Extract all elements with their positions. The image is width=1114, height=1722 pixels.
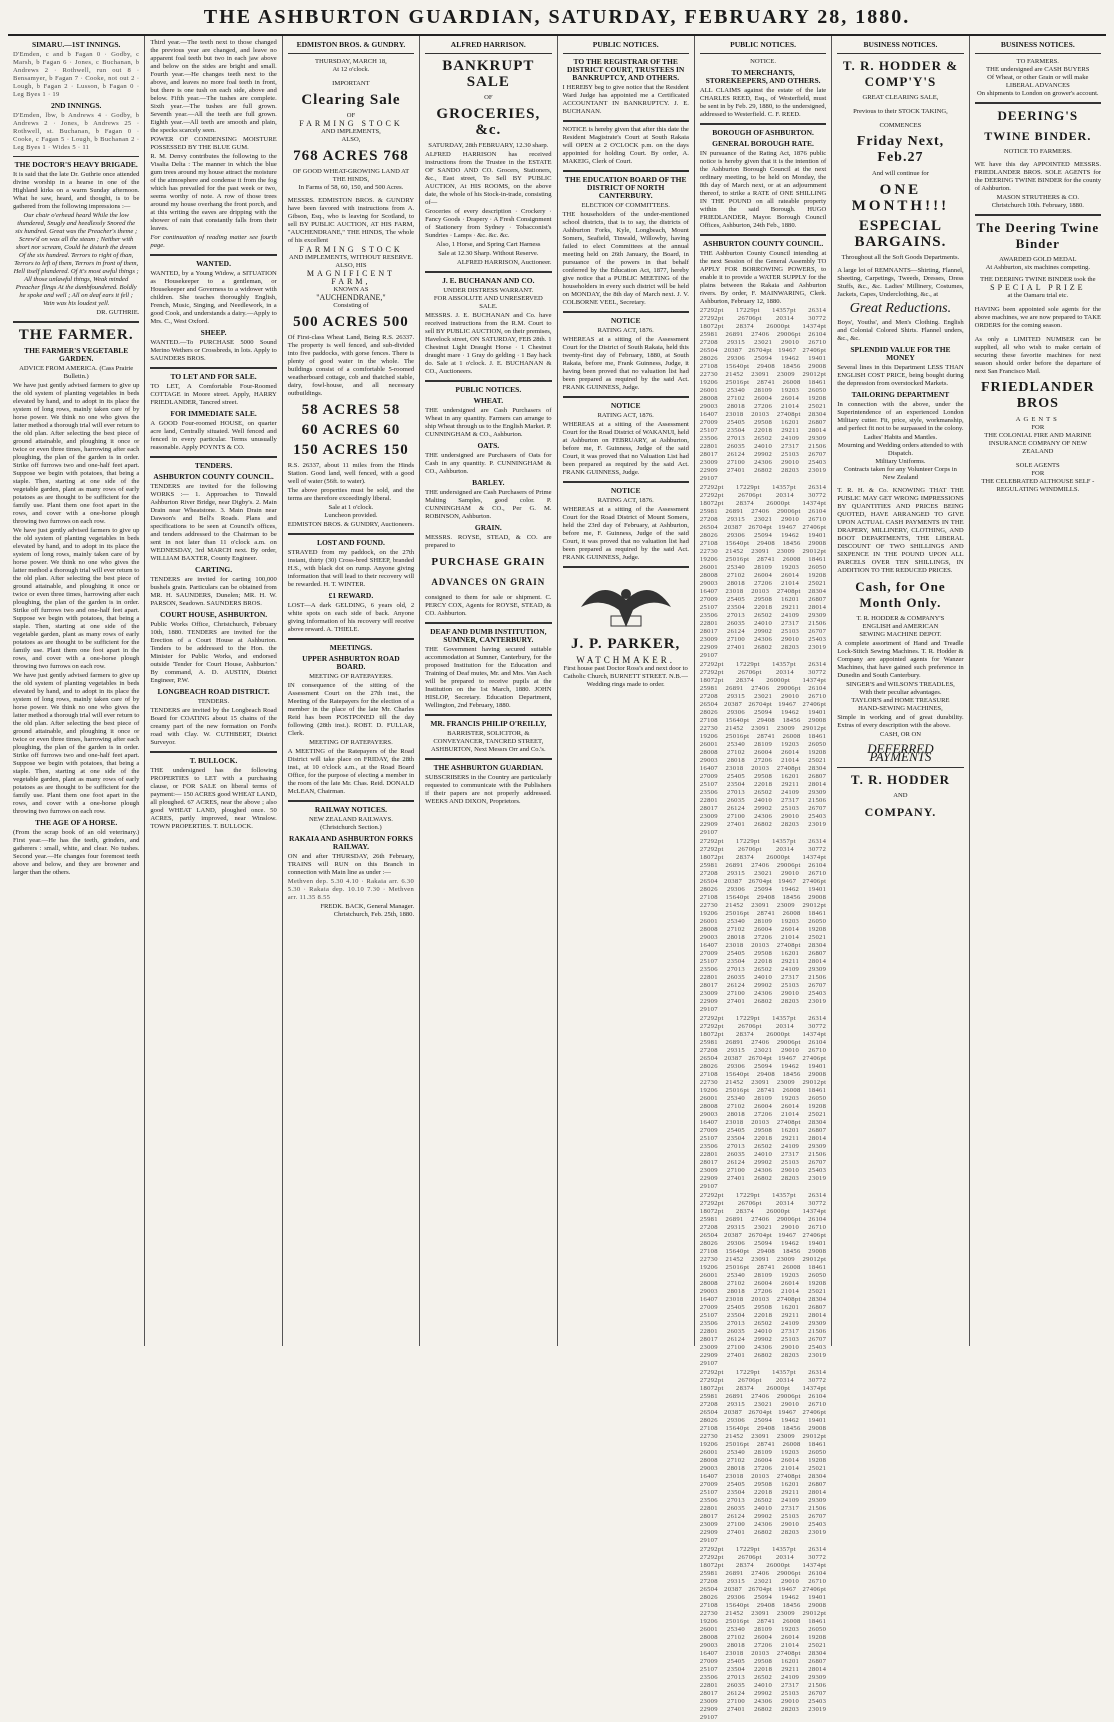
grain-heading: GRAIN.	[474, 523, 502, 532]
divider	[425, 271, 551, 273]
mason-struthers: MASON STRUTHERS & CO.	[996, 194, 1080, 201]
limited-number: As only a LIMITED NUMBER can be supplied, all who wish to make certain of securing these favorite machines for next season should order before the departure of next San Francisco Mail.	[974, 336, 1101, 375]
implements-label-2: AND IMPLEMENTS, WITHOUT RESERVE.	[288, 254, 413, 261]
bankrupt-body: ALFRED HARRISON has received instructions from the Trustee in the ESTATE OF SANDO AND CO. Grocers, Stationers, &c., East street, To Sell BY PUBLIC AUCTION, At HIS ROOMS, on the above date, the whole of his Stock-in-trade, consisting of—	[425, 151, 552, 206]
previous-stocktaking: Previous to their STOCK TAKING,	[853, 108, 948, 115]
deering-binder-title: The Deering Twine Binder	[976, 220, 1100, 251]
divider	[700, 234, 826, 236]
immediate-sale-heading: FOR IMMEDIATE SALE.	[170, 409, 257, 418]
garden-article-cont-2: We have just gently advised farmers to give up the old system of planting vegetables in beds elevated by hand, and to adopt in its place the system of long rows, mainly taken care of by horse power. We think no one who gives the latter method a thorough trial will ever return to the old plan. After selecting the best piece of ground attainable, and ploughing it once or twice or even three times, harrowing after each ploughing, the plan of the garden is in order. Strike off furrows two and one-half feet apart. Suppose we begin with potatoes, that being a staple. Then, starting at one side of the vegetable garden, plant as many rows of early potatoes as are thought to be sufficient for the family use. Plant them one foot apart in the rows, and cover with a one-horse plough throwing two furrows on each row.	[13, 672, 140, 815]
divider	[563, 396, 689, 398]
section-numbers-cont-5: 27292pt 17229pt 14357pt 26314 27292pt 26706pt 20314 30772 18072pt 28374 26000pt 14374pt 25981 26891 27406 29006pt 26104 27208 29315 23021 29010 26710 26504 20387 26704pt 19467 27406pt 28026 29306 25094 19462 19401 27108 15640pt 29408 18456 29008 22730 21452 23091 23009 29012pt 19206 25016pt 28741 26008 18461 26001 25340 28109 19203 26050 28008 27102 26004 26014 19208 29003 28018 27206 21014 25021 16407 23018 20103 27408pt 28304 27009 25405 29508 16201 26807 25107 23504 22018 29211 28014 23506 27013 26502 24109 29309 22801 26035 24010 27317 21506 28017 26124 29902 25103 26707 23009 27100 24306 29010 25403 22909 27401 26802 28203 23019 29107	[699, 1192, 827, 1367]
divider	[425, 622, 551, 624]
gold-medal: AWARDED GOLD MEDAL	[999, 256, 1077, 263]
for-label: FOR	[1031, 424, 1045, 431]
cricket-scores-heading: SIMARU.—1ST INNINGS.	[31, 40, 121, 49]
farming-stock-label-2: FARMING STOCK	[299, 245, 403, 254]
known-as: KNOWN AS	[333, 286, 369, 293]
royse-body: consigned to them for sale or shipment. C. PERCY COX, Agents for ROYSE, STEAD, & CO. Ashburton.	[425, 594, 552, 617]
sheep-ad: WANTED.—To PURCHASE 5000 Sound Merino Wethers or Crossbreds, in lots. Apply to SAUNDERS BROS.	[150, 339, 277, 362]
column-8	[969, 36, 1106, 1346]
groceries-title: GROCERIES, &c.	[436, 106, 541, 138]
taylors: TAYLOR'S and HOME TREASURE	[851, 697, 950, 704]
upper-ashburton-heading: UPPER ASHBURTON ROAD BOARD.	[302, 654, 400, 671]
hodder-title: T. R. HODDER & COMP'Y'S	[842, 58, 959, 89]
bankrupt-sale-title: BANKRUPT SALE	[442, 58, 535, 90]
barley-heading: BARLEY.	[472, 478, 505, 487]
advances-on-grain: ADVANCES ON GRAIN	[431, 577, 546, 587]
divider	[975, 53, 1101, 54]
divider	[288, 53, 414, 54]
wheat-heading: WHEAT.	[473, 396, 504, 405]
notice-heading-1: NOTICE	[610, 316, 641, 325]
garden-subheading: ADVICE FROM AMERICA. (Cass Prairie Bulletin.)	[19, 365, 134, 380]
sole-agents: SOLE AGENTS	[1015, 462, 1060, 469]
harrison-heading: ALFRED HARRISON.	[450, 40, 526, 49]
column-4	[419, 36, 556, 1346]
claims-notice: ALL CLAIMS against the estate of the late CHARLES REED, Esq., of Westerfield, must be sent in by Feb. 29, 1880, to the undersigned, addressed to Westerfield. C. F. REED.	[699, 87, 827, 118]
power-heading: POWER OF CONDENSING MOISTURE POSSESSED BY THE BLUE GUM.	[150, 136, 277, 151]
advantages: With their peculiar advantages.	[859, 689, 942, 696]
commences: COMMENCES	[879, 122, 922, 129]
notice-heading-2: NOTICE	[610, 401, 641, 410]
reward-ad: LOST—A dark GELDING, 6 years old, 2 white spots on each side of back. Anyone giving information of his recovery will receive above reward. A. THIELE.	[287, 602, 415, 633]
longbeach-heading: LONGBEACH ROAD DISTRICT.	[157, 687, 270, 696]
wheat-grain: Of Wheat, or other Grain or will make	[987, 74, 1089, 81]
business-notices-heading: BUSINESS NOTICES.	[1000, 40, 1075, 49]
borough-rate-heading: GENERAL BOROUGH RATE.	[712, 139, 814, 148]
grocery-items: Groceries of every description · Crockery · Fancy Goods · Drapery · A Fresh Consignment of Stationery from Sydney · Tobacconist's Sundries · Lamps · &c. &c. &c.	[425, 208, 552, 239]
divider	[150, 367, 276, 369]
ladies-habits: Ladies' Habits and Mantles.	[863, 434, 938, 441]
buchanan-heading: J. E. BUCHANAN AND CO.	[442, 276, 535, 285]
wheat-land-label: OF GOOD WHEAT-GROWING LAND AT THE HINDS,	[292, 168, 410, 183]
deering-title: DEERING'S	[997, 108, 1079, 123]
twine-binder-title: TWINE BINDER.	[984, 129, 1092, 143]
edmiston-body-1: MESSRS. EDMISTON BROS. & GUNDRY have been favored with instructions from A. Gibson, Esq., who is leaving for Scotland, to sell BY PUBLIC AUCTION, AT HIS FARM, "AUCHENDRANE," THE HINDS, The whole of his excellent	[287, 197, 415, 244]
sale-sharp: Sale at 12.30 Sharp. Without Reserve.	[438, 250, 539, 257]
bullock-ad: THE undersigned has the following PROPERTIES to LET with a purchasing clause, or FOR SALE on liberal terms of payment:— 150 ACRES good WHEAT LAND, all ploughed. 67 ACRES, near the above ; also good WHEAT LAND, ploughed once. 50 ACRES, partly improved, near Winslow. TOWN PROPERTIES. T. BULLOCK.	[150, 767, 277, 830]
english-american: ENGLISH and AMERICAN	[862, 623, 939, 630]
mason-date: Christchurch 10th. February, 1880.	[991, 202, 1084, 209]
of-label: OF	[484, 94, 493, 101]
several-lines: Several lines in this Department LESS THAN ENGLISH COST PRICE, being bought during the depression from overstocked Markets.	[837, 364, 964, 387]
notice-label: NOTICE.	[750, 58, 776, 65]
tailoring-body: In connection with the above, under the Superintendence of an experienced London Military cutter. Fit, price, style, workmanship, and perfect fit not to be surpassed in the colony.	[837, 401, 964, 432]
borough-rate-notice: IN pursuance of the Rating Act, 1876 public notice is hereby given that it is the intention of the Ashburton Borough Council at the next ordinary meeting, to be held on Monday, the 8th day of March next, or at an adjournment thereof, to strike a RATE of ONE SHILLING IN THE POUND on all rateable property within the said Borough. HUGO FRIEDLANDER, Mayor. Borough Council Offices, Ashburton, 24th Feb., 1880.	[699, 150, 827, 229]
sale-at-1: Sale at 1 o'clock.	[328, 504, 374, 511]
appointed-notice: WE have this day APPOINTED MESSRS. FRIEDLANDER BROS. SOLE AGENTS for the DEERING TWINE BINDER for the county of Ashburton.	[974, 161, 1101, 192]
divider	[425, 714, 551, 716]
oreilly-heading: MR. FRANCIS PHILIP O'REILLY,	[430, 719, 547, 728]
education-board-heading: THE EDUCATION BOARD OF THE DISTRICT OF NORTH CANTERBURY.	[564, 175, 687, 200]
meetings-heading: MEETINGS.	[329, 643, 373, 652]
continue-for: And will continue for	[871, 170, 929, 177]
railway-timetable: Methven dep. 5.30 4.10 · Rakaia arr. 6.30 5.30 · Rakaia dep. 10.10 7.30 · Methven arr. 11.35 8.55	[287, 878, 415, 901]
acres-60: 60 ACRES 60	[301, 422, 401, 438]
carting-ad: TENDERS are invited for carting 100,000 bushels grain. Particulars can be obtained from MR. H. SAUNDERS, Dunelen; MR. H. W. PARSON, Seadown. SAUNDERS BROS.	[150, 576, 277, 607]
rating-notice-1: WHEREAS at a sitting of the Assessment Court for the District of South Rakaia, held this twenty-first day of February, 1880, at South Rakaia, before me, Frank Guinness, Judge, it having been proved that no valuation list had been prepared as required by the said Act. FRANK GUINNESS, Judge.	[562, 336, 689, 391]
parker-name: J. P. PARKER,	[571, 636, 681, 652]
oats-notice: THE undersigned are Purchasers of Oats for Cash in any quantity. P. CUNNINGHAM & CO., Ashburton.	[425, 452, 552, 475]
column-3	[282, 36, 419, 1346]
column-1	[8, 36, 144, 1346]
divider	[288, 800, 414, 802]
simple-working: Simple in working and of great durability. Extras of every description with the above.	[837, 714, 964, 729]
section-numbers-cont-2: 27292pt 17229pt 14357pt 26314 27292pt 26706pt 20314 30772 18072pt 28374 26000pt 14374pt 25981 26891 27406 29006pt 26104 27208 29315 23021 29010 26710 26504 20387 26704pt 19467 27406pt 28026 29306 25094 19462 19401 27108 15640pt 29408 18456 29008 22730 21452 23091 23009 29012pt 19206 25016pt 28741 26008 18461 26001 25340 28109 19203 26050 28008 27102 26004 26014 19208 29003 28018 27206 21014 25021 16407 23018 20103 27408pt 28304 27009 25405 29508 16201 26807 25107 23504 22018 29211 28014 23506 27013 26502 24109 29309 22801 26035 24010 27317 21506 28017 26124 29902 25103 26707 23009 27100 24306 29010 25403 22909 27401 26802 28203 23019 29107	[699, 661, 827, 836]
rakaia-railway: RAKAIA AND ASHBURTON FORKS RAILWAY.	[288, 834, 413, 851]
section-numbers: 27292pt 17229pt 14357pt 26314 27292pt 26706pt 20314 30772 18072pt 28374 26000pt 14374pt 25981 26891 27406 29006pt 26104 27208 29315 23021 29010 26710 26504 20387 26704pt 19467 27406pt 28026 29306 25094 19462 19401 27108 15640pt 29408 18456 29008 22730 21452 23091 23009 29012pt 19206 25016pt 28741 26008 18461 26001 25340 28109 19203 26050 28008 27102 26004 26014 19208 29003 28018 27206 21014 25021 16407 23018 20103 27408pt 28304 27009 25405 29508 16201 26807 25107 23504 22018 29211 28014 23506 27013 26502 24109 29309 22801 26035 24010 27317 21506 28017 26124 29902 25103 26707 23009 27100 24306 29010 25403 22909 27401 26802 28203 23019 29107	[699, 307, 827, 482]
sale-date: THURSDAY, MARCH 18,	[315, 58, 387, 65]
important-label: IMPORTANT	[332, 80, 370, 87]
oreilly-body: BARRISTER, SOLICITOR, & CONVEYANCER, TANCRED STREET, ASHBURTON, Next Messrs Orr and Co.'s.	[431, 730, 546, 753]
guardian-heading: THE ASHBURTON GUARDIAN.	[433, 763, 544, 772]
garden-heading: THE FARMER'S VEGETABLE GARDEN.	[24, 346, 129, 363]
farms-sizes: In Farms of 58, 60, 150, and 500 Acres.	[298, 184, 404, 191]
public-notices-heading: PUBLIC NOTICES.	[455, 385, 522, 394]
six-machines: At Ashburton, six machines competing.	[985, 264, 1090, 271]
acres-150: 150 ACRES 150	[293, 442, 409, 458]
public-notices-heading: PUBLIC NOTICES.	[592, 40, 659, 49]
divider	[563, 53, 689, 54]
public-notices-heading: PUBLIC NOTICES.	[730, 40, 796, 49]
lost-found-heading: LOST AND FOUND.	[316, 538, 385, 547]
registrar-heading: TO THE REGISTRAR OF THE DISTRICT COURT, TRUSTEES IN BANKRUPTCY, AND OTHERS.	[567, 57, 685, 82]
strayed-ad: STRAYED from my paddock, on the 27th instant, thirty (30) Cross-bred SHEEP, branded H.S., with black dot on rump. Anyone giving information that will lead to their recovery will be rewarded. H. T. WINTER.	[287, 549, 415, 588]
luncheon: Luncheon provided.	[324, 512, 378, 519]
court-house-ad: Public Works Office, Christchurch, February 10th, 1880. TENDERS are invited for the Erection of a Court House at Ashburton. Tenders to be addressed to the Hon. the Minister for Public Works, and endorsed outside 'Tender for Court House, Ashburton.' By command, A. D. AUSTIN, District Engineer, P.W.	[150, 621, 277, 684]
divider	[288, 638, 414, 640]
edmiston-signature: EDMISTON BROS. & GUNDRY, Auctioneers.	[287, 521, 415, 528]
cash-one-month: Cash, for One Month Only.	[855, 579, 946, 610]
to-let-heading: TO LET AND FOR SALE.	[170, 372, 257, 381]
purchase-grain: PURCHASE GRAIN	[431, 556, 546, 568]
railway-body: ON and after THURSDAY, 26th February, TRAINS will RUN on this Branch in connection with Main line as under :—	[287, 853, 415, 876]
clearing-sale-title: Clearing Sale	[301, 92, 401, 108]
acres-500: 500 ACRES 500	[293, 314, 409, 330]
section-numbers-cont-6: 27292pt 17229pt 14357pt 26314 27292pt 26706pt 20314 30772 18072pt 28374 26000pt 14374pt 25981 26891 27406 29006pt 26104 27208 29315 23021 29010 26710 26504 20387 26704pt 19467 27406pt 28026 29306 25094 19462 19401 27108 15640pt 29408 18456 29008 22730 21452 23091 23009 29012pt 19206 25016pt 28741 26008 18461 26001 25340 28109 19203 26050 28008 27102 26004 26014 19208 29003 28018 27206 21014 25021 16407 23018 20103 27408pt 28304 27009 25405 29508 16201 26807 25107 23504 22018 29211 28014 23506 27013 26502 24109 29309 22801 26035 24010 27317 21506 28017 26124 29902 25103 26707 23009 27100 24306 29010 25403 22909 27401 26802 28203 23019 29107	[699, 1369, 827, 1544]
sale-time: At 12 o'clock.	[332, 66, 370, 73]
divider	[837, 53, 963, 54]
longbeach-ad: TENDERS are invited by the Longbeach Road Board for COATING about 15 chains of the creamy part of the new formation on Ford's road with Clay. W. CUTHBERT, District Surveyor.	[150, 707, 277, 746]
column-5	[557, 36, 694, 1346]
having-appointed: HAVING been appointed sole agents for the above machines, we are now prepared to TAKE ORDERS for the coming season.	[974, 306, 1101, 329]
section-numbers-cont: 27292pt 17229pt 14357pt 26314 27292pt 26706pt 20314 30772 18072pt 28374 26000pt 14374pt 25981 26891 27406 29006pt 26104 27208 29315 23021 29010 26710 26504 20387 26704pt 19467 27406pt 28026 29306 25094 19462 19401 27108 15640pt 29408 18456 29008 22730 21452 23091 23009 29012pt 19206 25016pt 28741 26008 18461 26001 25340 28109 19203 26050 28008 27102 26004 26014 19208 29003 28018 27206 21014 25021 16407 23018 20103 27408pt 28304 27009 25405 29508 16201 26807 25107 23504 22018 29211 28014 23506 27013 26502 24109 29309 22801 26035 24010 27317 21506 28017 26124 29902 25103 26707 23009 27100 24306 29010 25403 22909 27401 26802 28203 23019 29107	[699, 484, 827, 659]
masthead	[8, 0, 1106, 36]
poem-signature: DR. GUTHRIE.	[96, 309, 140, 316]
splendid-value: SPLENDID VALUE FOR THE MONEY	[850, 345, 951, 362]
carting-heading: CARTING.	[195, 565, 233, 574]
divider	[150, 751, 276, 753]
discount-notice: T. R. H. & Co. KNOWING THAT THE PUBLIC MAY GET WRONG IMPRESSIONS BY QUANTITIES AND PRICES BEING QUOTED, HAVE ARRANGED TO GIVE UPON ACTUAL CASH PAYMENTS IN THE DRAPERY, MILLINERY, CLOTHING, AND BOOT DEPARTMENTS, THE LIBERAL DISCOUNT OF TWO SHILLINGS AND SIXPENCE IN THE POUND UPON ALL PARCELS OVER TEN SHILLINGS, IN ADDITION TO THE REDUCED PRICES.	[837, 487, 964, 574]
county-council-heading: ASHBURTON COUNTY COUNCIL.	[702, 239, 824, 248]
oats-heading: OATS.	[477, 441, 500, 450]
bullock-heading: T. BULLOCK.	[189, 756, 238, 765]
section-numbers-cont-4: 27292pt 17229pt 14357pt 26314 27292pt 26706pt 20314 30772 18072pt 28374 26000pt 14374pt 25981 26891 27406 29006pt 26104 27208 29315 23021 29010 26710 26504 20387 26704pt 19467 27406pt 28026 29306 25094 19462 19401 27108 15640pt 29408 18456 29008 22730 21452 23091 23009 29012pt 19206 25016pt 28741 26008 18461 26001 25340 28109 19203 26050 28008 27102 26004 26014 19208 29003 28018 27206 21014 25021 16407 23018 20103 27408pt 28304 27009 25405 29508 16201 26807 25107 23504 22018 29211 28014 23506 27013 26502 24109 29309 22801 26035 24010 27317 21506 28017 26124 29902 25103 26707 23009 27100 24306 29010 25403 22909 27401 26802 28203 23019 29107	[699, 1015, 827, 1190]
harrison-signature: ALFRED HARRISON, Auctioneer.	[456, 259, 552, 266]
horse-heading: THE AGE OF A HORSE.	[35, 818, 118, 827]
divider	[150, 456, 276, 458]
column-2	[144, 36, 281, 1346]
court-house-heading: COURT HOUSE, ASHBURTON.	[159, 610, 268, 619]
cash-buyers: THE undersigned are CASH BUYERS	[986, 66, 1090, 73]
reward-heading: £1 REWARD.	[328, 591, 374, 600]
auchendrane: "AUCHENDRANE,"	[316, 293, 386, 302]
meeting-body-2: A MEETING of the Ratepayers of the Road District will take place on FRIDAY, the 28th inst., at 10 o'clock a.m., at the Road Board Office, for the purpose of electing a member in the room of the late Mr. Chas. Reid. DONALD McLEAN, Chairman.	[287, 748, 415, 795]
longbeach-subheading: TENDERS.	[197, 698, 230, 705]
divider	[837, 767, 963, 768]
garden-article-cont: We have just gently advised farmers to give up the old system of planting vegetables in beds elevated by hand, and to adopt in its place the system of long rows, mainly taken care of by horse power. We think no one who gives the latter method a thorough trial will ever return to the old plan. After selecting the best piece of ground attainable, and ploughing it once or twice or even three times, harrowing after each ploughing, the plan of the garden is in order. Strike off furrows two and one-half feet apart. Suppose we begin with potatoes, that being a staple. Then, starting at one side of the vegetable garden, plant as many rows of early potatoes as are thought to be sufficient for the family use. Plant them one foot apart in the rows, and cover with a one-horse plough throwing two furrows on each row.	[13, 527, 140, 670]
section-numbers-cont-3: 27292pt 17229pt 14357pt 26314 27292pt 26706pt 20314 30772 18072pt 28374 26000pt 14374pt 25981 26891 27406 29006pt 26104 27208 29315 23021 29010 26710 26504 20387 26704pt 19467 27406pt 28026 29306 25094 19462 19401 27108 15640pt 29408 18456 29008 22730 21452 23091 23009 29012pt 19206 25016pt 28741 26008 18461 26001 25340 28109 19203 26050 28008 27102 26004 26014 19208 29003 28018 27206 21014 25021 16407 23018 20103 27408pt 28304 27009 25405 29508 16201 26807 25107 23504 22018 29211 28014 23506 27013 26502 24109 29309 22801 26035 24010 27317 21506 28017 26124 29902 25103 26707 23009 27100 24306 29010 25403 22909 27401 26802 28203 23019 29107	[699, 838, 827, 1013]
column-7	[831, 36, 968, 1346]
cricket-scores-2: D'Emden, lbw, b Andrews 4 · Godby, b Andrews 2 · Jones, b Andrews 25 · Rothwell, st. Buchanan, b Fagan 0 · Cooke, c Fagan 5 · Lough, b Buchanan 2 · Leg Byes 1 · Wides 5 · 11	[13, 112, 140, 151]
merchants-heading: TO MERCHANTS, STOREKEEPERS, AND OTHERS.	[705, 68, 821, 85]
mourning: Mourning and Wedding orders attended to with Dispatch.	[837, 442, 963, 457]
remnants-text: A large lot of REMNANTS—Shirting, Flannel, Sheeting, Carpetings, Tweeds, Dresses, Dress Stuffs, &c., &c. Ladies' Millinery, Costumes, Jackets, Capes, Underclothing, &c., at	[837, 267, 964, 298]
especial-bargains: ESPECIAL BARGAINS.	[854, 218, 947, 250]
divider	[563, 170, 689, 172]
horse-cart: Also, 1 Horse, and Spring Cart Harness	[436, 241, 541, 248]
registrar-notice: I HEREBY beg to give notice that the Resident Ward Judge has appointed me a Certificated ACCOUNTANT IN BANKRUPTCY. J. E. BUCHANAN.	[562, 84, 689, 115]
horse-article: (From the scrap book of an old veterinary.) First year.—He has the teeth, grinders, and gatherers : small, white, and clear. No tushes. Second year.—He changes four foremost teeth above and below, and they are browner and larger than the others.	[13, 829, 140, 876]
county-council-heading: ASHBURTON COUNTY COUNCIL.	[153, 472, 274, 481]
hodder-bottom: T. R. HODDER	[850, 772, 951, 787]
sewing-depot: SEWING MACHINE DEPOT.	[859, 631, 942, 638]
hand-sewing: HAND-SEWING MACHINES,	[858, 705, 943, 712]
ratepayers-meeting-1: MEETING OF RATEPAYERS.	[309, 673, 393, 680]
acres-58: 58 ACRES 58	[301, 402, 401, 418]
divider	[975, 102, 1101, 104]
county-council-notice: THE Ashburton County Council intending at the next Session of the General Assembly TO APPLY FOR BORROWING POWERS, to enable it to provide a WATER SUPPLY for the plains between the Rakaia and Ashburton rivers. By order, F. MAINWARING, Clerk. Ashburton, February 12, 1880.	[699, 250, 827, 305]
parker-body: First house past Doctor Ross's and next door to Catholic Church, BURNETT STREET. N.B.—Wedding rings made to order.	[563, 665, 689, 688]
council-tender-ad: TENDERS are invited for the following WORKS :— 1. Approaches to Tinwald Ashburton River Bridge, near Digby's. 2. Main Drain near Wheatstone. 3. Main Drain near Dawson's and Bell's Roads. Plans and specifications to be seen at Council's offices, and tenders addressed to the Chairman to be sent in not later than 11 o'clock a.m. on WEDNESDAY, 3rd MARCH next. By order, WILLIAM BAXTER, County Engineer.	[150, 483, 277, 562]
divider	[975, 214, 1101, 216]
clothing-text: Boys', Youths', and Men's Clothing. English and Colonial Colored Shirts. Flannel unders, &c., &c.	[837, 319, 964, 342]
poem: Our chair o'erhead heard While the low thundered, Snugly and heedlessly Snored the six hundred. Great was the Preacher's theme ; Screw'd on was all the steam ; Neither with short nor scream, Could he disturb the dream Of the six hundred. Terrors to right of than, Terrors to left of them, Terrors in front of them, Hell itself plundered. Of it's most awful things ; All those unlawful things, Weak minded Preacher flings At the dumbfoundered. Boldly he spoke and well ; All on deaf ears it fell ; Vain was his loudest yell.	[13, 212, 139, 307]
rating-act-2: RATING ACT, 1876.	[597, 412, 654, 419]
consisting-of: Consisting of	[333, 302, 369, 309]
masthead-title: THE ASHBURTON GUARDIAN, SATURDAY, FEBRUARY 28, 1880.	[203, 5, 911, 28]
garden-article: We have just gently advised farmers to give up the old system of planting vegetables in beds elevated by hand, and to adopt in its place the system of long rows, mainly taken care of by horse power. We think no one who gives the latter method a thorough trial will ever return to the old plan. After selecting the best piece of ground attainable, and ploughing it once or twice or even three times, harrowing after each ploughing, the plan of the garden is in order. Strike off furrows two and one-half feet apart. Suppose we begin with potatoes, that being a staple. Then, starting at one side of the vegetable garden, plant as many rows of early potatoes as are thought to be sufficient for the family use. Plant them one foot apart in the rows, and cover with a one-horse plough throwing two furrows on each row.	[13, 382, 140, 525]
deaf-institution-body: THE Government having secured suitable accommodation at Sumner, Canterbury, for the proposed Institution for the Education and Training of Deaf mutes, Mr. and Mrs. Van Asch will be prepared to receive pupils at the Institution on the 1st March, 1880. JOHN HISLOP, Secretary. Education Department, Wellington, 2nd February, 1880.	[425, 646, 552, 709]
farming-stock-label: FARMING STOCK	[299, 119, 403, 128]
cricket-scores-1: D'Emden, c and b Fagan 0 · Godby, c Marsh, b Fagan 6 · Jones, c Buchanan, b Andrews 2 · Rothwell, run out 8 · Bensamyer, b Fagan 7 · Cooke, not out 2 · Lough, b Fagan 2 · Lusson, b Fagan 0 · Leg Byes 1 · 19	[13, 51, 140, 98]
borough-heading: BOROUGH OF ASHBURTON.	[712, 128, 814, 137]
edmiston-body-3: R.S. 26337, about 11 miles from the Hinds Station. Good land, well fenced, with a good well of water (56ft. to water).	[287, 462, 415, 485]
edmiston-heading: EDMISTON BROS. & GUNDRY.	[296, 40, 406, 49]
divider	[563, 481, 689, 483]
oamaru-trial: at the Oamaru trial etc.	[1007, 292, 1069, 299]
christchurch-section: (Christchurch Section.)	[320, 824, 382, 831]
meeting-body-1: IN consequence of the sitting of the Assessment Court on the 27th inst., the Meeting of the Ratepayers for the election of a member in the place of the late Mr. Charles Reid has been POSTPONED till the day following (28th inst.). ROBT. D. FULLAR, Clerk.	[287, 682, 415, 737]
to-farmers: TO FARMERS.	[1016, 58, 1059, 65]
military-uniforms: Military Uniforms.	[875, 458, 926, 465]
divider	[700, 53, 826, 54]
rating-act-1: RATING ACT, 1876.	[597, 327, 654, 334]
to-let-ad: TO LET, A Comfortable Four-Roomed COTTAGE in Moore street. Apply, HARRY FRIEDLANDER, Tancred street.	[150, 383, 277, 406]
nz-railways: NEW ZEALAND RAILWAYS.	[308, 816, 393, 823]
wanted-heading: WANTED.	[196, 259, 231, 268]
ratepayers-meeting-2: MEETING OF RATEPAYERS.	[309, 739, 393, 746]
rating-notice-2: WHEREAS at a sitting of the Assessment Court for the Road District of WAKANUI, held at Ashburton on FEBRUARY, at Ashburton, before me, F. Guinness, Judge of the said Court, it was proved that no Valuation List had been prepared as required by the said Act. FRANK GUINNESS, Judge.	[562, 421, 689, 476]
divider	[563, 311, 689, 313]
and-label: AND	[893, 792, 908, 799]
distress-warrant: UNDER DISTRESS WARRANT.	[443, 287, 534, 294]
court-notice: NOTICE is hereby given that after this date the Resident Magistrate's Court at South Rakaia will OPEN at 2 O'CLOCK p.m. on the days appointed for holding Court. By order, A. MAKEIG, Clerk of Court.	[562, 126, 689, 165]
railway-signature: FREDK. BACK, General Manager. Christchurch, Feb. 25th, 1880.	[320, 903, 415, 918]
heavy-brigade-intro: It is said that the late Dr. Guthrie once attended divine worship in a hearse in one of the Highland kirks on a warm Sunday afternoon. What he saw, heard, and thought, is to be gathered from the following impressions :—	[13, 171, 140, 210]
took-the: THE DEERING TWINE BINDER took the	[980, 276, 1096, 283]
bankrupt-date: SATURDAY, 28th FEBRUARY, 12.30 sharp.	[428, 142, 549, 149]
deaf-institution-heading: DEAF AND DUMB INSTITUTION, SUMNER, CANTERBURY.	[430, 627, 547, 644]
power-article: R. M. Denvy contributes the following to the Visalia Delta : The manner in which the blue gum trees around my house attract the moisture of the atmosphere and condense it from the fog which has prevailed for the past week or two, seems worthy of note. A row of those trees around my house overhang the front porch, and at this writing the eaves are dripping with the shower of rain that constantly falls from their leaves.	[150, 153, 277, 232]
immediate-sale-ad: A GOOD Four-roomed HOUSE, on quarter acre land, Centrally situated. Well fenced and fenced in every particular. Terms unusually reasonable. Apply POYNTS & CO.	[150, 420, 277, 451]
special-prize: SPECIAL PRIZE	[990, 283, 1086, 292]
also-label: ALSO,	[341, 136, 361, 143]
divider	[13, 321, 139, 323]
absolute-sale: FOR ABSOLUTE AND UNRESERVED SALE.	[433, 295, 543, 310]
contracts: Contracts taken for any Volunteer Corps in New Zealand	[843, 466, 957, 481]
wheat-notice: THE undersigned are Cash Purchasers of Wheat in any quantity. Farmers can arrange to ship Wheat through us to the English Market. P. CUNNINGHAM & CO., Ashburton.	[425, 407, 552, 438]
divider	[425, 758, 551, 760]
eagle-clock-illustration	[571, 572, 681, 632]
great-reductions: Great Reductions.	[849, 301, 952, 316]
edmiston-body-2: Of First-class Wheat Land, Being R.S. 26337. The property is well fenced, and sub-divided into five paddocks, with gorse fences. There is plenty of good water in the whole. The buildings consist of a comfortable 5-roomed weatherboard cottage, cob and thatched stable, dairy, fowl-house, and all necessary outbuildings.	[287, 334, 415, 397]
cricket-scores-heading-2: 2ND INNINGS.	[50, 101, 102, 110]
great-clearing: GREAT CLEARING SALE,	[862, 94, 939, 101]
education-notice: THE householders of the under-mentioned school districts, that is to say, the districts of Ashburton Forks, Kyle, Longbeach, Mount Somers, Seafield, Tinwald, Willowby, having failed to elect Committees at the annual meeting held on 26th January, the Board, in pursuance of the powers in that behalf conferred by the Education Act, 1877, hereby give notice that a PUBLIC MEETING of the householders in every such district will be held on MONDAY, the 8th day of March next. J. V. COLBORNE VEEL, Secretary.	[562, 211, 689, 306]
business-notices-heading: BUSINESS NOTICES.	[863, 40, 938, 49]
also-his-label: ALSO, HIS	[335, 262, 367, 269]
continuation-note: For continuation of reading matter see fourth page.	[150, 234, 277, 249]
column-6	[694, 36, 831, 1721]
divider	[425, 380, 551, 382]
sheep-heading: SHEEP.	[200, 328, 227, 337]
buchanan-body: MESSRS. J. E. BUCHANAN and Co. have received instructions from the R.M. Court to sell BY PUBLIC AUCTION, on their premises, Havelock street, ON SATURDAY, FEB 28th. 1 Chestnut Light Draught Horse · 1 Chestnut draught mare · 1 Gray do gelding · 1 Bay hack do. Sale at 1 o'clock. J. E. BUCHANAN & CO., Auctioneers.	[425, 312, 552, 375]
tailoring-heading: TAILORING DEPARTMENT	[851, 390, 950, 399]
election-heading: ELECTION OF COMMITTEES.	[581, 202, 670, 209]
edmiston-body-4: The above properties must be sold, and the terms are therefore exceedingly liberal.	[287, 487, 415, 502]
of-label: OF	[346, 112, 356, 119]
rating-act-3: RATING ACT, 1876.	[597, 497, 654, 504]
railway-heading: RAILWAY NOTICES.	[314, 805, 387, 814]
liberal-advances: LIBERAL ADVANCES	[1005, 82, 1070, 89]
friday-next: Friday Next, Feb.27	[856, 134, 945, 165]
sewing-body: A complete assortment of Hand and Treadle Lock-Stitch Sewing Machines. T. R. Hodder & Company are appointed agents for Wanzer Machines, that have gained such preference in Dunedin and South Canterbury.	[837, 640, 964, 679]
divider	[13, 156, 139, 157]
divider	[150, 254, 276, 256]
farmer-heading: THE FARMER.	[18, 327, 134, 343]
magnificent-farm: MAGNIFICENT FARM,	[306, 269, 395, 286]
section-numbers-cont-7: 27292pt 17229pt 14357pt 26314 27292pt 26706pt 20314 30772 18072pt 28374 26000pt 14374pt 25981 26891 27406 29006pt 26104 27208 29315 23021 29010 26710 26504 20387 26704pt 19467 27406pt 28026 29306 25094 19462 19401 27108 15640pt 29408 18456 29008 22730 21452 23091 23009 29012pt 19206 25016pt 28741 26008 18461 26001 25340 28109 19203 26050 28008 27102 26004 26014 19208 29003 28018 27206 21014 25021 16407 23018 20103 27408pt 28304 27009 25405 29508 16201 26807 25107 23504 22018 29211 28014 23506 27013 26502 24109 29309 22801 26035 24010 27317 21506 28017 26124 29902 25103 26707 23009 27100 24306 29010 25403 22909 27401 26802 28203 23019 29107	[699, 1546, 827, 1721]
tenders-heading: TENDERS.	[194, 461, 233, 470]
company-label: COMPANY.	[864, 805, 937, 819]
subscribers-notice: SUBSCRIBERS in the Country are particularly requested to communicate with the Publishers if their papers are not properly addressed. WEEKS AND DIXON, Proprietors.	[425, 774, 552, 805]
divider	[563, 566, 689, 568]
notice-farmers: NOTICE TO FARMERS.	[1003, 148, 1072, 155]
wanted-ad: WANTED, by a Young Widow, a SITUATION as Housekeeper to a gentleman, or Housekeeper and Governess to a widower with children. She teaches thoroughly English, French, Music, Singing, and Needlework, in a good Cook, and understands a dairy.—Apply to Mrs. C., West Oxford.	[150, 270, 277, 325]
implements-label: AND IMPLEMENTS,	[321, 128, 381, 135]
barley-notice: THE undersigned are Cash Purchasers of Prime Malting Samples, good color. P. CUNNINGHAM & CO., Per G. M. ROBINSON, Ashburton.	[425, 489, 552, 520]
divider	[700, 123, 826, 125]
cash-or-on: CASH, OR ON	[879, 731, 922, 738]
singer-wilson: SINGER'S and WILSON'S TREADLES,	[846, 681, 955, 688]
colonial-insurance: THE COLONIAL FIRE AND MARINE INSURANCE COMPANY OF NEW ZEALAND	[984, 432, 1092, 455]
for-label-2: FOR	[1031, 470, 1045, 477]
royse-intro: MESSRS. ROYSE, STEAD, & CO. are prepared to	[425, 534, 552, 549]
divider	[288, 533, 414, 535]
divider	[425, 53, 551, 54]
friedlander-title: FRIEDLANDER BROS	[980, 380, 1095, 411]
page-columns	[8, 36, 1106, 1721]
one-month: ONE MONTH!!!	[851, 182, 950, 214]
deferred-payments: DEFERRED PAYMENTS	[867, 741, 934, 764]
rating-notice-3: WHEREAS at a sitting of the Assessment Court for the Road District of Mount Somers, held the 23rd day of February, at Ashburton, before me, F. Guinness, Judge of the said Court, it was proved that no valuation list had been prepared as required by the said Act. FRANK GUINNESS, Judge.	[562, 506, 689, 561]
divider	[563, 120, 689, 122]
agents-label: AGENTS	[1015, 416, 1060, 423]
watchmaker: WATCHMAKER.	[576, 655, 676, 665]
shipments: On shipments to London on grower's account.	[977, 90, 1099, 97]
heavy-brigade-heading: THE DOCTOR'S HEAVY BRIGADE.	[14, 160, 138, 169]
acres-768: 768 ACRES 768	[293, 148, 409, 164]
hodder-english: T. R. HODDER & COMPANY'S	[856, 615, 945, 622]
soft-goods: Throughout all the Soft Goods Departments.	[841, 254, 960, 261]
althouse-windmills: THE CELEBRATED ALTHOUSE SELF - REGULATING WINDMILLS.	[981, 478, 1095, 493]
teeth-article: Third year.—The teeth next to those changed the previous year are changed, and leave no apparent foal teeth but two in each jaw above and below on the sides are bright and small. Fourth year.—He changes teeth next to the above, and leaves no more foal teeth in front, but there is one tush on each side, above and below. Fifth year.—The tushes are complete. Sixth year.—The tushes are full grown. Seventh year.—All the teeth are full grown. Eighth year.—All teeth are smooth and plain, the specks scarcely seen.	[150, 39, 277, 134]
notice-heading-3: NOTICE	[610, 486, 641, 495]
